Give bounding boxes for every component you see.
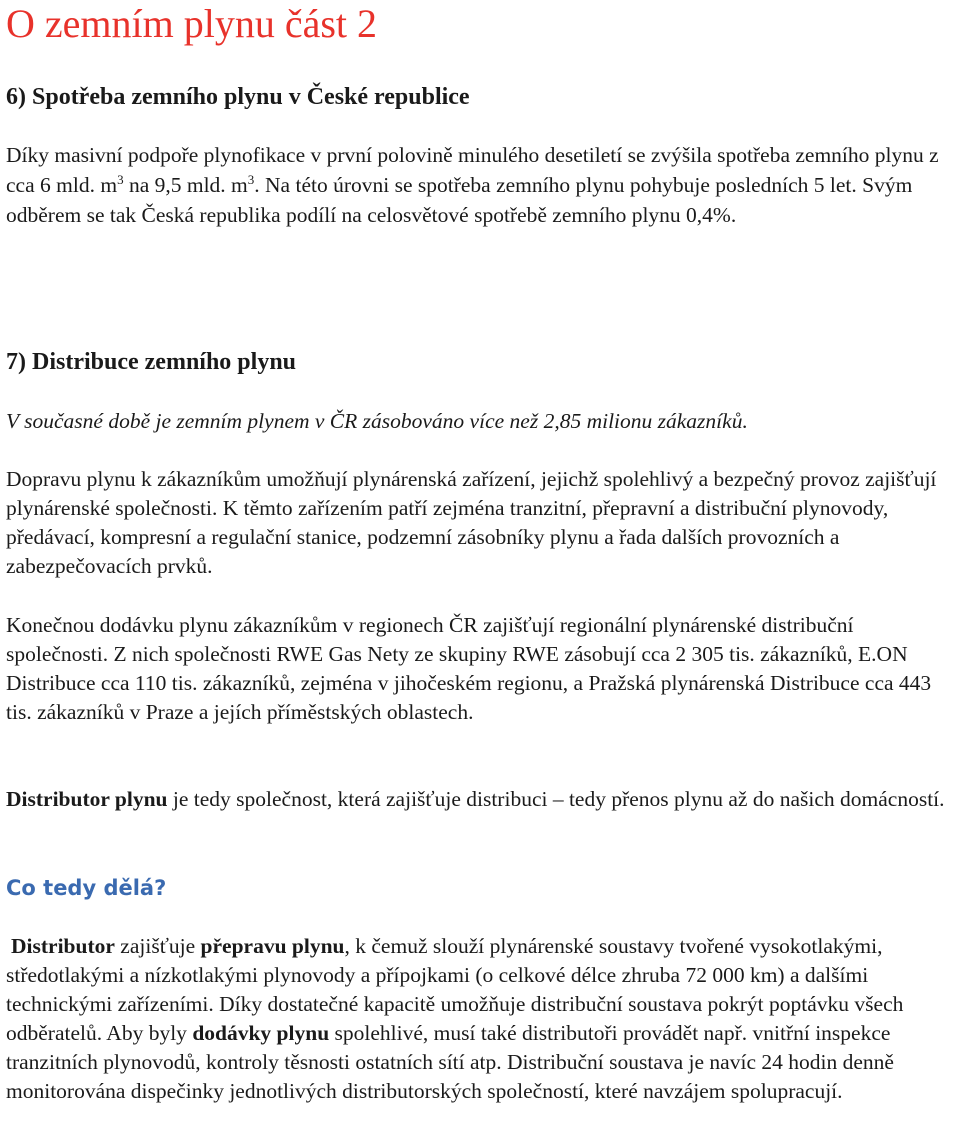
section-6-text-c: . Na této úrovni se spotřeba zemního plynu pohybuje posledních 5 let. Svým odběrem se tak Česká republika podílí na celosvětové spotřebě zemního plynu 0,4%.	[6, 173, 913, 227]
section-7-heading: 7) Distribuce zemního plynu	[6, 349, 297, 375]
section-6-paragraph	[6, 140, 956, 230]
co-tedy-heading: Co tedy dělá?	[6, 876, 167, 900]
section-6-text-b: na 9,5 mld. m	[123, 173, 248, 197]
bold-term: Distributor	[11, 934, 115, 958]
bold-term: přepravu plynu	[200, 934, 345, 958]
bold-term: dodávky plynu	[192, 1021, 330, 1045]
distributor-paragraph	[6, 785, 956, 814]
transport-paragraph: Dopravu plynu k zákazníkům umožňují plynárenská zařízení, jejichž spolehlivý a bezpečný provoz zajišťují plynárenské společnosti. K těmto zařízením patří zejména tranzitní, přepravní a distribuční plynovody, předávací, kompresní a regulační stanice, podzemní zásobníky plynu a řada dalších provozních a zabezpečovacích prvků.	[6, 467, 937, 578]
distributor-term: Distributor plynu	[6, 787, 168, 811]
co-tedy-paragraph	[6, 932, 956, 1106]
section-6-heading: 6) Spotřeba zemního plynu v České republice	[6, 84, 470, 110]
superscript-3: 3	[117, 171, 124, 187]
customers-paragraph: V současné době je zemním plynem v ČR zásobováno více než 2,85 milionu zákazníků.	[6, 409, 748, 433]
page-title: O zemním plynu část 2	[6, 1, 378, 46]
superscript-3: 3	[247, 171, 255, 187]
text-span: zajišťuje	[114, 934, 201, 958]
regional-paragraph: Konečnou dodávku plynu zákazníkům v regionech ČR zajišťují regionální plynárenské distribuční společnosti. Z nich společnosti RWE Gas Nety ze skupiny RWE zásobují cca 2 305 tis. zákazníků, E.ON Distribuce cca 110 tis. zákazníků, zejména v jihočeském regionu, a Pražská plynárenská Distribuce cca 443 tis. zákazníků v Praze a jejích příměstských oblastech.	[6, 613, 932, 724]
section-6-text-a: Díky masivní podpoře plynofikace v první polovině minulého desetiletí se zvýšila spotřeba zemního plynu z cca 6 mld. m	[6, 143, 939, 197]
text-span: , k čemuž slouží plynárenské soustavy tvořené vysokotlakými, středotlakými a nízkotlakými plynovody a přípojkami (o celkové délce zhruba 72 000 km) a dalšími technickými zařízeními. Díky dostatečné kapacitě umožňuje distribuční soustava pokrýt poptávku všech odběratelů. Aby byly	[6, 934, 904, 1045]
distributor-definition: je tedy společnost, která zajišťuje distribuci – tedy přenos plynu až do našich domácností.	[167, 787, 945, 811]
text-span: spolehlivé, musí také distributoři provádět např. vnitřní inspekce tranzitních plynovodů, kontroly těsnosti ostatních sítí atp. Distribuční soustava je navíc 24 hodin denně monitorována dispečinky jednotlivých distributorských společností, které navzájem spolupracují.	[6, 1021, 894, 1103]
